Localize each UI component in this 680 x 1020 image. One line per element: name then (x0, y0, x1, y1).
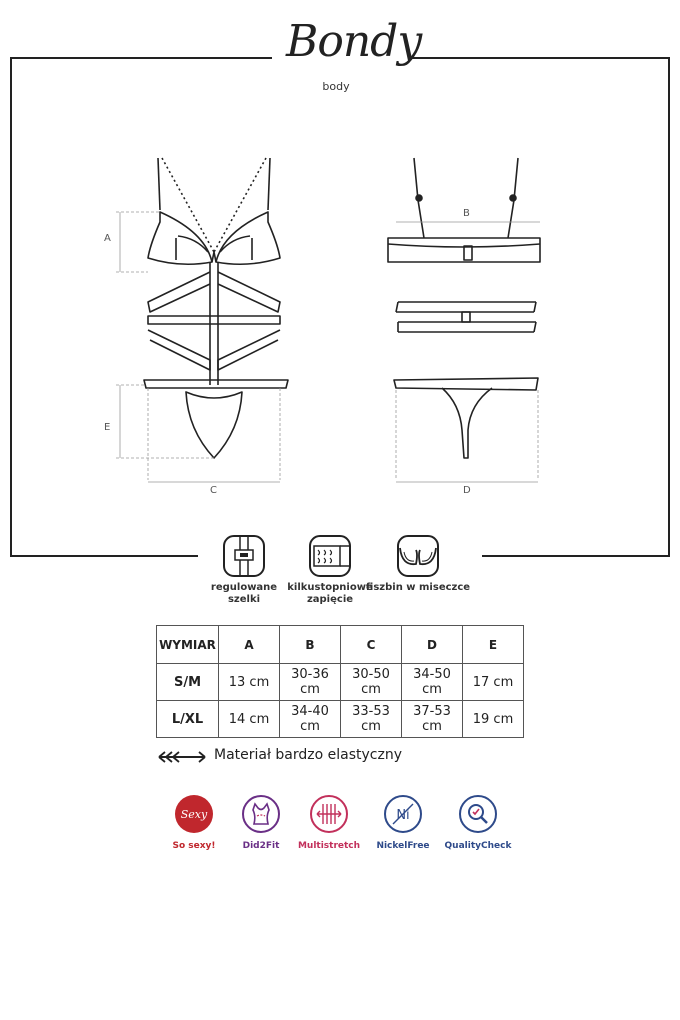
multistretch-icon (309, 794, 349, 834)
stretch-arrows-icon (157, 750, 207, 764)
dimension-label-c: C (210, 485, 217, 496)
did2fit-icon (241, 794, 281, 834)
table-header: WYMIAR (157, 626, 219, 664)
table-cell: 30-50 cm (341, 664, 402, 701)
dimension-label-d: D (463, 485, 471, 496)
badge-label-multistretch: Multistretch (297, 841, 361, 851)
feature-label-underwire: fiszbin w miseczce (365, 582, 471, 593)
dimension-label-b: B (463, 208, 470, 219)
feature-label-closure: kilkustopniowe zapięcie (287, 582, 373, 605)
table-cell: 30-36 cm (280, 664, 341, 701)
elastic-material-note: Materiał bardzo elastyczny (214, 747, 402, 763)
brand-title: Bondy (286, 16, 422, 67)
table-row (157, 664, 524, 701)
so-sexy-icon-text: Sexy (180, 808, 208, 821)
table-cell: 19 cm (463, 701, 524, 738)
table-cell: 13 cm (219, 664, 280, 701)
table-cell: 34-40 cm (280, 701, 341, 738)
quality-check-icon (458, 794, 498, 834)
table-header: C (341, 626, 402, 664)
so-sexy-icon (174, 794, 214, 834)
size-table (156, 625, 524, 738)
table-cell: 37-53 cm (402, 701, 463, 738)
badge-label-did2fit: Did2Fit (242, 841, 280, 851)
badge-label-quality-check: QualityCheck (444, 841, 512, 851)
brand-subtitle: body (322, 80, 350, 93)
dimension-label-e: E (104, 422, 111, 433)
dimension-label-a: A (104, 233, 111, 244)
table-cell: 34-50 cm (402, 664, 463, 701)
back-view (388, 158, 540, 458)
table-cell: 33-53 cm (341, 701, 402, 738)
table-cell: 14 cm (219, 701, 280, 738)
nickel-free-icon-text: Ni (396, 808, 410, 823)
table-header: B (280, 626, 341, 664)
badge-label-nickel-free: NickelFree (376, 841, 430, 851)
multi-hook-closure-icon (306, 532, 354, 580)
table-header: A (219, 626, 280, 664)
table-header: E (463, 626, 524, 664)
nickel-free-icon (383, 794, 423, 834)
size-table-header-row (157, 626, 524, 664)
front-view (144, 158, 288, 458)
table-row (157, 701, 524, 738)
feature-label-straps: regulowane szelki (210, 582, 278, 605)
table-cell-size: L/XL (157, 701, 219, 738)
table-cell-size: S/M (157, 664, 219, 701)
table-header: D (402, 626, 463, 664)
underwire-cup-icon (394, 532, 442, 580)
badge-label-so-sexy: So sexy! (172, 841, 216, 851)
table-cell: 17 cm (463, 664, 524, 701)
adjustable-strap-icon (220, 532, 268, 580)
